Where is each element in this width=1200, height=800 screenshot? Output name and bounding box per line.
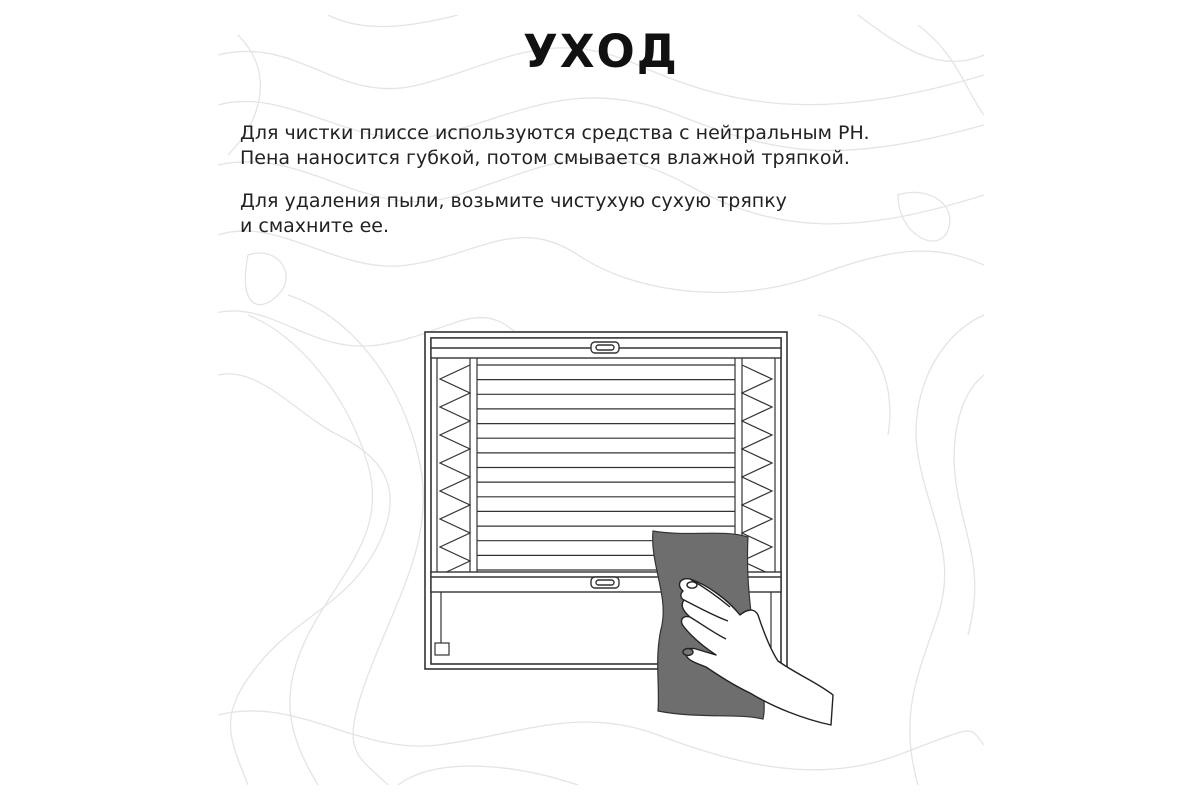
instruction-line: Для удаления пыли, возьмите чистухую сухую тряпку bbox=[240, 190, 787, 212]
page-title: УХОД bbox=[523, 25, 679, 78]
instruction-line: Пена наносится губкой, потом смывается влажной тряпкой. bbox=[240, 147, 850, 169]
cleaning-instructions bbox=[240, 121, 970, 171]
blind-cleaning-illustration bbox=[218, 315, 984, 735]
care-card bbox=[218, 15, 984, 785]
dust-instructions bbox=[240, 189, 970, 239]
instruction-line: Для чистки плиссе используются средства с нейтральным PH. bbox=[240, 122, 870, 144]
instruction-line: и смахните ее. bbox=[240, 215, 390, 237]
top-headrail bbox=[431, 338, 781, 358]
